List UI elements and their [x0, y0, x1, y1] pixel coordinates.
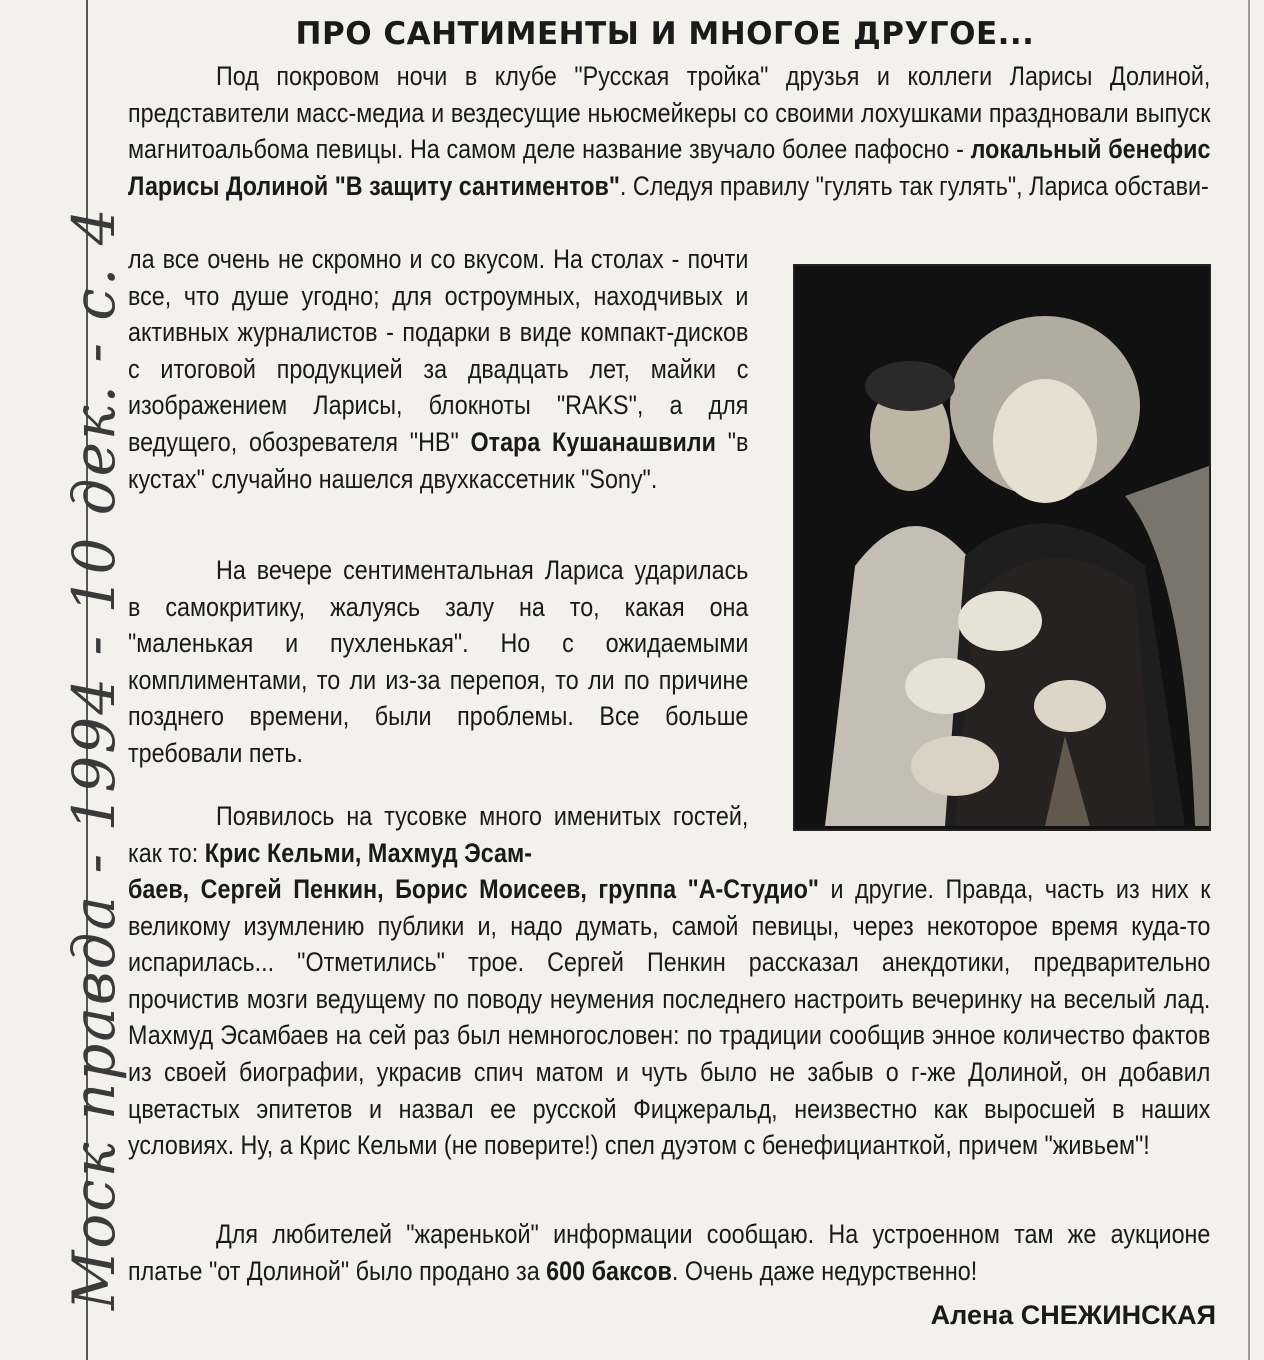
selfcritique-text: На вечере сентиментальная Лариса ударилась в самокритику, жалуясь залу на то, какая она "маленькая и пухленькая". Но с ожидаемыми комплиментами, то ли из-за перепоя, то ли по причине позднего времени, были проблемы. Все больше требовали петь. [128, 555, 749, 768]
photo-illustration [795, 266, 1209, 829]
guests-text-rest: и другие. Правда, часть из них к великому изумлению публики и, надо думать, самой певицы, через некоторое время куда-то испарилась... "Отметились" трое. Сергей Пенкин рассказал анекдотики, предварительно прочистив мозги ведущему по поводу неумения последнего настроить вечеринку на веселый лад. Махмуд Эсамбаев на сей раз был немногословен: по традиции сообщив энное количество фактов из своей биографии, украсив спич матом и чуть было не забыв о г-же Долиной, он добавил цветастых эпитетов и назвал ее русской Фицжеральд, неизвестно как выросшей в наших условиях. Ну, а Крис Кельми (не поверите!) спел дуэтом с бенефицианткой, причем "живьем"! [128, 874, 1211, 1161]
paragraph-auction [128, 1216, 1210, 1289]
intro-text-bold: локальный бенефис Ларисы Долиной "В защиту сантиментов" [128, 134, 1211, 201]
guests-names-bold: баев, Сергей Пенкин, Борис Моисеев, группа "А-Студио" [128, 874, 819, 904]
byline: Алена СНЕЖИНСКАЯ [930, 1300, 1216, 1330]
intro-cont-bold: Отара Кушанашвили [470, 426, 716, 457]
intro-text-a: Под покровом ночи в клубе "Русская тройка" друзья и коллеги Ларисы Долиной, представители масс-медиа и вездесущие ньюсмейкеры со своими лохушками праздновали выпуск магнитоальбома певицы. На самом деле название звучало более пафосно - [128, 61, 1211, 165]
paragraph-intro-continued [128, 241, 748, 497]
intro-cont-c: "в кустах" случайно нашелся двухкассетник "Sony". [128, 426, 749, 494]
intro-text-c: . Следуя правилу "гулять так гулять", Лариса обстави- [619, 170, 1209, 201]
auction-text-c: . Очень даже недурственно! [671, 1255, 978, 1286]
paragraph-guests [128, 871, 1210, 1164]
guests-text-a: Появилось на тусовке много именитых гостей, как то: [128, 801, 749, 868]
handwritten-note: Моск правда - 1994 - 10 дек. - с. 4 [60, 206, 128, 1310]
headline: ПРО САНТИМЕНТЫ И МНОГОЕ ДРУГОЕ... [295, 16, 1035, 52]
article-photo [793, 264, 1211, 831]
intro-cont-a: ла все очень не скромно и со вкусом. На столах - почти все, что душе угодно; для остроумных, находчивых и активных журналистов - подарки в виде компакт-дисков с итоговой продукцией за двадцать лет, майки с изображением Ларисы, блокноты "RAKS", а для ведущего, обозревателя "НВ" [128, 244, 749, 457]
guests-text-bold: Крис Кельми, Махмуд Эсам- [204, 837, 532, 868]
auction-text-a: Для любителей "жаренькой" информации сообщаю. На устроенном там же аукционе платье "от Долиной" было продано за [128, 1219, 1211, 1286]
auction-price-bold: 600 баксов [546, 1255, 672, 1286]
paragraph-guests-start [128, 798, 748, 871]
paragraph-intro [128, 58, 1210, 204]
right-edge-rule [1248, 0, 1250, 1360]
paragraph-selfcritique [128, 552, 748, 772]
